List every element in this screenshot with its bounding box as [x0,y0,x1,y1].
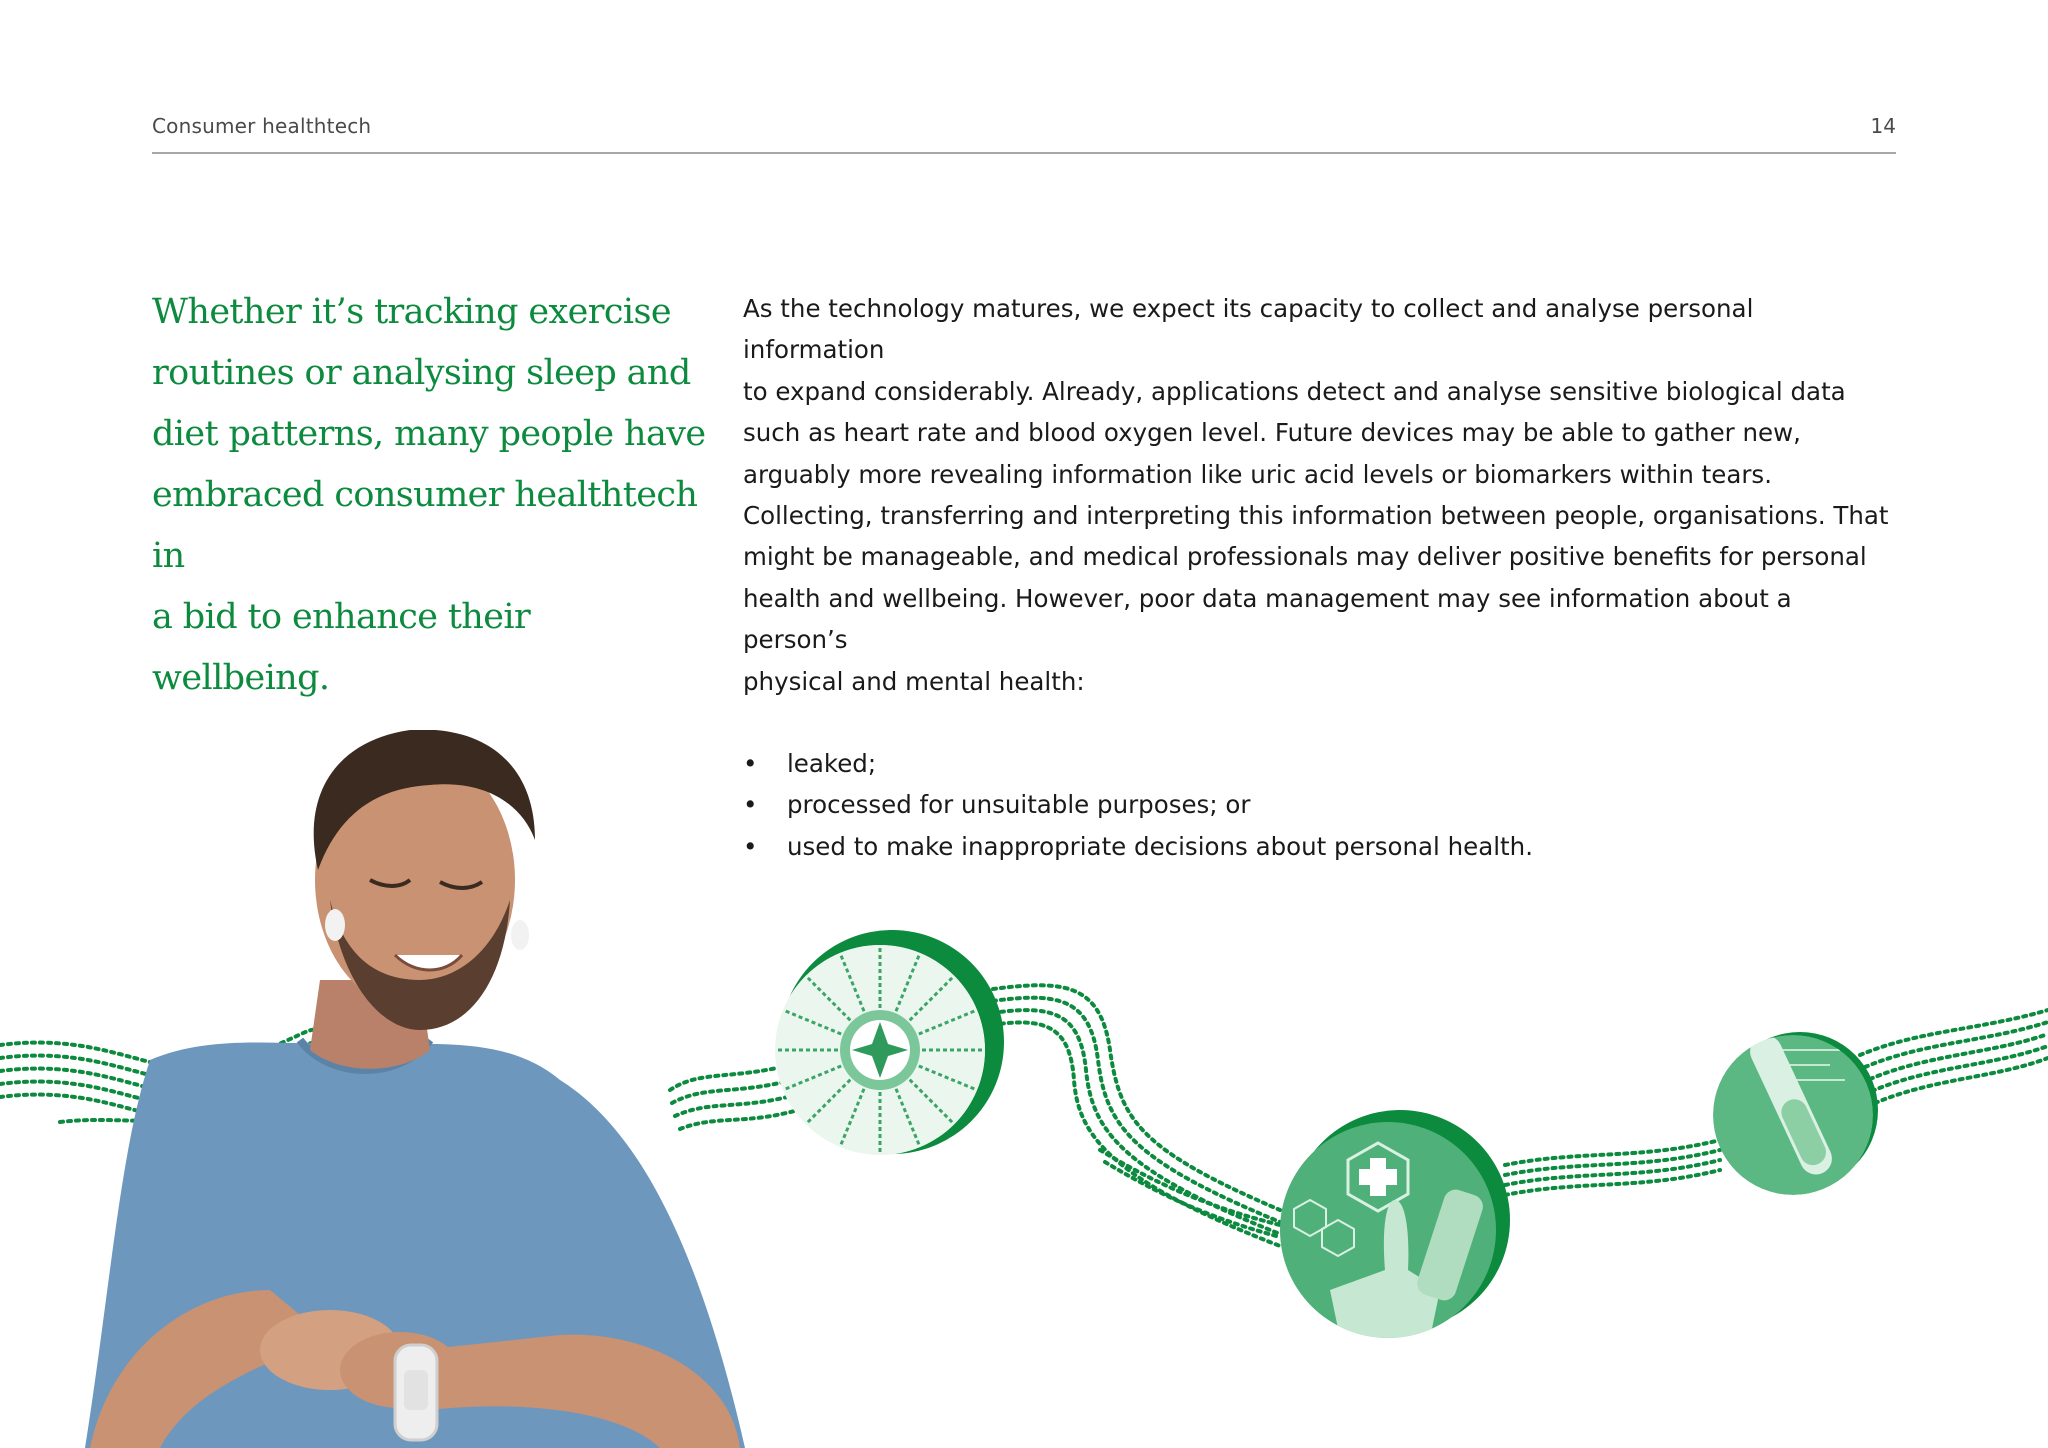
body-line: might be manageable, and medical professionals may deliver positive benefits for personal [743,542,1867,572]
section-title: Consumer healthtech [152,114,372,138]
body-line: to expand considerably. Already, applications detect and analyse sensitive biological data [743,376,1846,406]
data-burst-circle [775,930,1004,1155]
bullet-marker: • [743,831,758,861]
bullet-marker: • [743,790,758,820]
page-number: 14 [1870,114,1896,138]
body-line: As the technology matures, we expect its capacity to collect and analyse personal information [743,294,1754,365]
list-item-text: used to make inappropriate decisions about personal health. [787,831,1533,861]
pull-quote-line: Whether it’s tracking exercise [152,292,671,332]
pull-quote-line: routines or analysing sleep and [152,353,691,393]
medical-touch-circle [1280,1110,1510,1338]
body-paragraph [743,288,1896,702]
pull-quote-line: embraced consumer healthtech in [152,475,698,576]
body-line: arguably more revealing information like uric acid levels or biomarkers within tears. [743,459,1772,489]
pull-quote-line: diet patterns, many people have [152,414,706,454]
list-item-text: processed for unsuitable purposes; or [787,790,1251,820]
pull-quote [152,282,712,709]
hero-illustration [0,730,2048,1448]
body-line: Collecting, transferring and interpreting this information between people, organisations. That [743,501,1889,531]
test-tube-circle [1713,1030,1878,1195]
body-line: such as heart rate and blood oxygen level. Future devices may be able to gather new, [743,418,1801,448]
list-item-text: leaked; [787,749,877,779]
body-line: physical and mental health: [743,666,1085,696]
person-checking-watch [85,730,745,1448]
body-line: health and wellbeing. However, poor data management may see information about a person’s [743,583,1792,655]
bullet-marker: • [743,749,758,779]
pull-quote-line: a bid to enhance their wellbeing. [152,597,531,698]
page-header [152,112,1896,154]
